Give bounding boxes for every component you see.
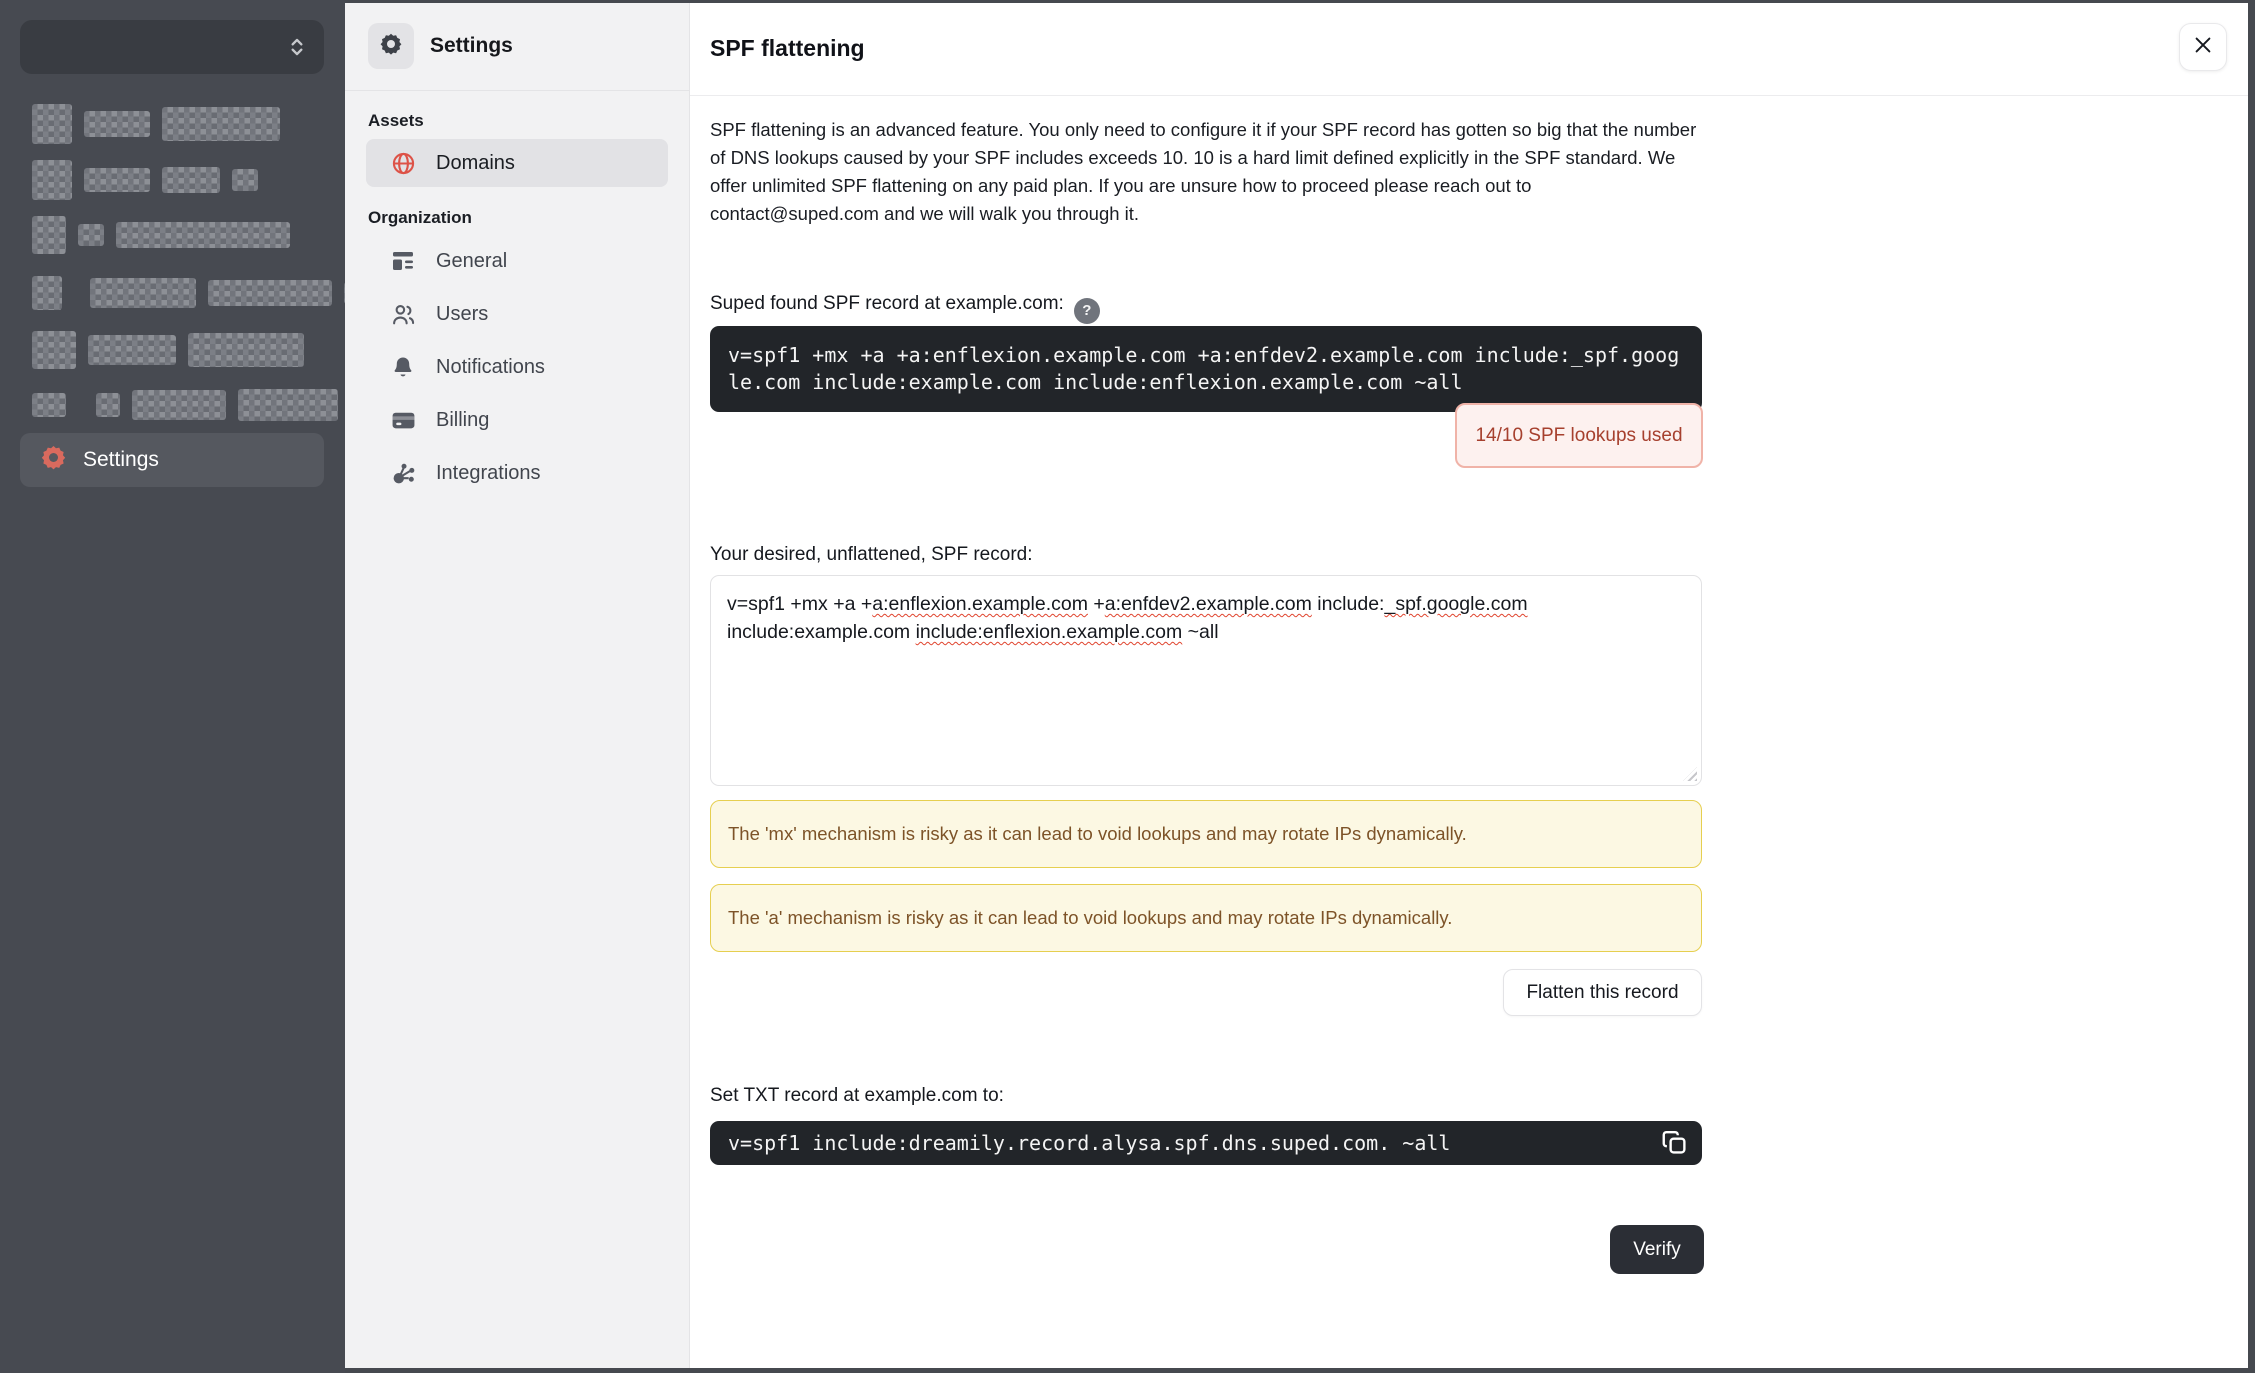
nav-item-general[interactable] (366, 237, 668, 285)
txt-record-label: Set TXT record at example.com to: (710, 1085, 1004, 1106)
globe-icon (390, 151, 416, 176)
copy-button[interactable] (1658, 1128, 1692, 1158)
general-icon (390, 249, 416, 273)
spf-lookups-badge: 14/10 SPF lookups used (1455, 403, 1703, 468)
integrations-icon (390, 461, 416, 486)
app-sidebar (0, 0, 345, 1373)
settings-nav-header (345, 3, 689, 91)
nav-item-integrations[interactable] (366, 449, 668, 497)
header-divider (690, 95, 2248, 96)
warning-mx-mechanism: The 'mx' mechanism is risky as it can lead to void lookups and may rotate IPs dynamically. (710, 800, 1702, 868)
page-title: SPF flattening (710, 35, 865, 61)
nav-item-label: Users (436, 302, 489, 325)
nav-item-label: General (436, 249, 508, 272)
close-button[interactable] (2179, 23, 2227, 71)
redacted-nav-item[interactable] (32, 330, 304, 370)
settings-nav-panel (345, 3, 690, 1368)
nav-section-organization: Organization (368, 208, 472, 227)
redacted-nav-item[interactable] (32, 104, 280, 144)
nav-item-notifications[interactable] (366, 343, 668, 391)
redacted-nav-item[interactable] (32, 385, 338, 425)
nav-item-label: Billing (436, 408, 490, 431)
settings-sheet (345, 3, 2248, 1368)
nav-item-users[interactable] (366, 290, 668, 338)
resize-handle[interactable] (1683, 767, 1697, 781)
redacted-nav-item[interactable] (32, 215, 290, 255)
intro-text: SPF flattening is an advanced feature. You only need to configure it if your SPF record has gotten so big that the number of DNS lookups caused by your SPF includes exceeds 10. 10 is a hard limit defined explicitly in the SPF standard. We offer unlimited SPF flattening on any paid plan. If you are unsure how to proceed please reach out to contact@suped.com and we will walk you through it. (710, 119, 1697, 224)
users-icon (390, 302, 416, 327)
sidebar-item-label: Settings (83, 448, 159, 471)
gear-icon (40, 444, 67, 476)
nav-item-billing[interactable] (366, 396, 668, 444)
nav-section-assets: Assets (368, 111, 424, 130)
gear-icon (379, 32, 403, 61)
found-record-label: Suped found SPF record at example.com: ? (710, 293, 1100, 324)
desired-record-textarea[interactable]: v=spf1 +mx +a +a:enflexion.example.com +a:enfdev2.example.com include:_spf.google.com include:example.com include:enflexion.example.com ~all (710, 575, 1702, 786)
redacted-nav-item[interactable] (32, 273, 368, 313)
sidebar-item-settings[interactable] (20, 433, 324, 487)
desired-record-label: Your desired, unflattened, SPF record: (710, 544, 1033, 565)
settings-nav-title: Settings (430, 34, 513, 57)
txt-record-value: v=spf1 include:dreamily.record.alysa.spf.dns.suped.com. ~all (728, 1130, 1451, 1155)
warning-a-mechanism: The 'a' mechanism is risky as it can lead to void lookups and may rotate IPs dynamically. (710, 884, 1702, 952)
copy-icon (1660, 1146, 1690, 1161)
nav-item-label: Domains (436, 151, 515, 174)
txt-record-code (710, 1121, 1702, 1165)
nav-item-domains[interactable] (366, 139, 668, 187)
nav-item-label: Integrations (436, 461, 541, 484)
credit-card-icon (390, 408, 416, 433)
close-icon (2192, 34, 2214, 61)
workspace-selector[interactable] (20, 20, 324, 74)
spf-flattening-panel (690, 3, 2248, 1368)
flatten-record-button[interactable]: Flatten this record (1503, 969, 1702, 1016)
bell-icon (390, 355, 416, 379)
found-spf-record-code: v=spf1 +mx +a +a:enflexion.example.com +a:enfdev2.example.com include:_spf.google.com include:example.com include:enflexion.example.com ~all (710, 326, 1702, 412)
verify-button[interactable]: Verify (1610, 1225, 1704, 1274)
help-icon[interactable]: ? (1074, 298, 1100, 324)
settings-gear-badge (368, 23, 414, 69)
nav-item-label: Notifications (436, 355, 545, 378)
redacted-nav-item[interactable] (32, 160, 258, 200)
